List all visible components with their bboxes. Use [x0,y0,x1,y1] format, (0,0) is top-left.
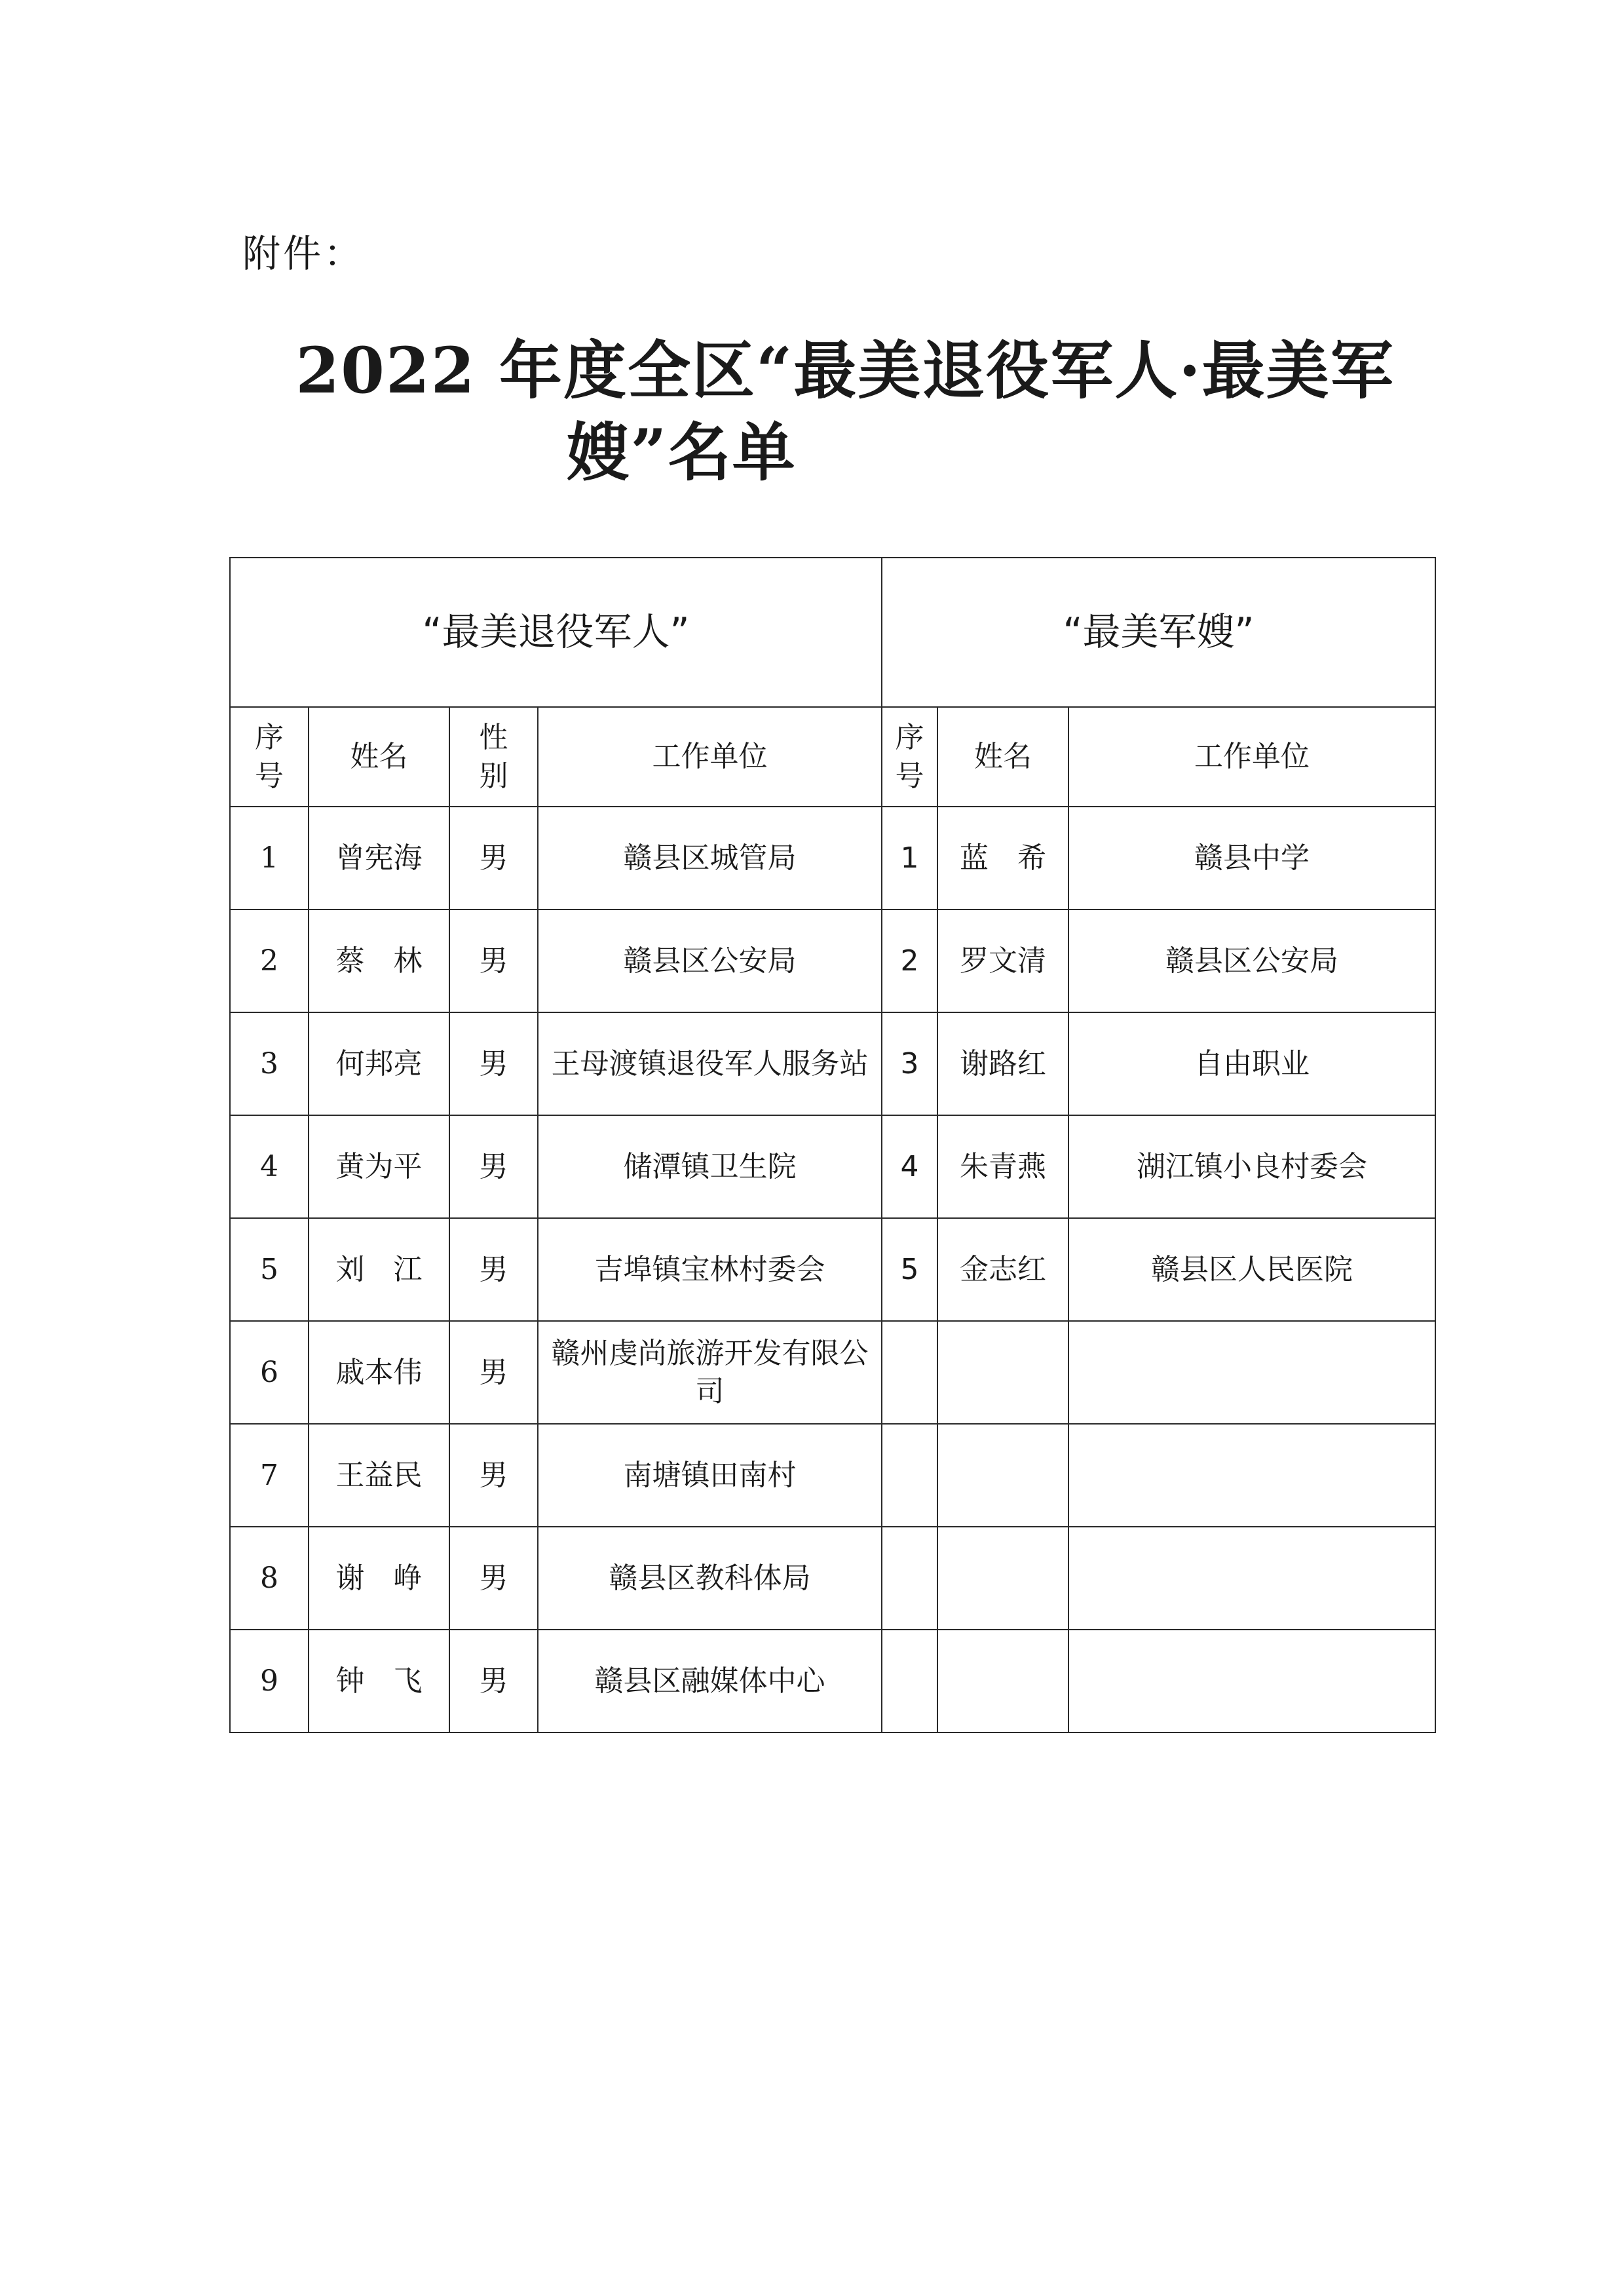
empty-cell [1068,1630,1435,1732]
veteran-no: 9 [230,1630,309,1732]
wife-unit: 赣县中学 [1068,807,1435,909]
table-row [230,1630,1435,1732]
attachment-label: 附件： [242,231,365,276]
wife-no: 3 [882,1012,937,1115]
wife-name: 罗文清 [937,909,1068,1012]
empty-cell [882,1424,937,1527]
wife-no: 5 [882,1218,937,1321]
wife-no: 2 [882,909,937,1012]
wives-name-header: 姓名 [937,707,1068,807]
veteran-name: 曾宪海 [309,807,449,909]
gender-header-char2: 别 [479,759,508,793]
gender-header-char1: 性 [479,720,508,754]
veteran-name: 黄为平 [309,1115,449,1218]
seq-header-char1: 序 [255,720,284,754]
veteran-unit: 赣县区公安局 [538,909,882,1012]
veterans-gender-header [449,707,538,807]
veteran-gender: 男 [449,1527,538,1630]
veterans-seq-header [230,707,309,807]
veteran-no: 2 [230,909,309,1012]
seq-header-char2: 号 [255,759,284,793]
veteran-no: 1 [230,807,309,909]
empty-cell [937,1630,1068,1732]
veteran-no: 5 [230,1218,309,1321]
veterans-unit-header: 工作单位 [538,707,882,807]
table-row [230,1012,1435,1115]
veteran-gender: 男 [449,1630,538,1732]
empty-cell [937,1321,1068,1424]
table-row [230,807,1435,909]
document-title-line1: 2022 年度全区“最美退役军人·最美军 [295,334,1395,408]
empty-cell [882,1630,937,1732]
veteran-gender: 男 [449,1321,538,1424]
veteran-unit: 王母渡镇退役军人服务站 [538,1012,882,1115]
veteran-name: 何邦亮 [309,1012,449,1115]
veteran-unit: 赣县区城管局 [538,807,882,909]
table-row [230,1527,1435,1630]
empty-cell [882,1321,937,1424]
veteran-name: 刘 江 [309,1218,449,1321]
table-row [230,1218,1435,1321]
honoree-table [229,557,1436,1733]
wives-unit-header: 工作单位 [1068,707,1435,807]
veteran-unit: 南塘镇田南村 [538,1424,882,1527]
veteran-no: 8 [230,1527,309,1630]
veterans-section-header: “最美退役军人” [230,558,882,707]
empty-cell [1068,1424,1435,1527]
veteran-name: 钟 飞 [309,1630,449,1732]
table-row [230,909,1435,1012]
document-title-line2: 嫂”名单 [566,415,797,489]
seq-header-char1: 序 [895,720,924,754]
table-row [230,1424,1435,1527]
veteran-unit: 赣县区融媒体中心 [538,1630,882,1732]
veteran-no: 7 [230,1424,309,1527]
veteran-name: 谢 峥 [309,1527,449,1630]
veteran-no: 4 [230,1115,309,1218]
veteran-gender: 男 [449,1012,538,1115]
wife-unit: 湖江镇小良村委会 [1068,1115,1435,1218]
veteran-unit: 赣州虔尚旅游开发有限公司 [538,1321,882,1424]
wife-name: 蓝 希 [937,807,1068,909]
wife-unit: 赣县区人民医院 [1068,1218,1435,1321]
wife-name: 金志红 [937,1218,1068,1321]
veteran-gender: 男 [449,807,538,909]
empty-cell [1068,1527,1435,1630]
wives-section-header: “最美军嫂” [882,558,1435,707]
veterans-name-header: 姓名 [309,707,449,807]
veteran-gender: 男 [449,1115,538,1218]
veteran-unit: 吉埠镇宝林村委会 [538,1218,882,1321]
empty-cell [937,1527,1068,1630]
veteran-gender: 男 [449,909,538,1012]
section-header-row [230,558,1435,707]
wife-name: 谢路红 [937,1012,1068,1115]
table-row [230,1321,1435,1424]
wife-no: 1 [882,807,937,909]
seq-header-char2: 号 [895,759,924,793]
veteran-name: 戚本伟 [309,1321,449,1424]
veteran-gender: 男 [449,1424,538,1527]
veteran-name: 蔡 林 [309,909,449,1012]
veteran-gender: 男 [449,1218,538,1321]
wife-name: 朱青燕 [937,1115,1068,1218]
wife-no: 4 [882,1115,937,1218]
wives-seq-header [882,707,937,807]
veteran-name: 王益民 [309,1424,449,1527]
table-row [230,1115,1435,1218]
empty-cell [937,1424,1068,1527]
veteran-unit: 赣县区教科体局 [538,1527,882,1630]
empty-cell [1068,1321,1435,1424]
veteran-no: 6 [230,1321,309,1424]
veteran-no: 3 [230,1012,309,1115]
column-header-row [230,707,1435,807]
empty-cell [882,1527,937,1630]
veteran-unit: 储潭镇卫生院 [538,1115,882,1218]
wife-unit: 赣县区公安局 [1068,909,1435,1012]
wife-unit: 自由职业 [1068,1012,1435,1115]
